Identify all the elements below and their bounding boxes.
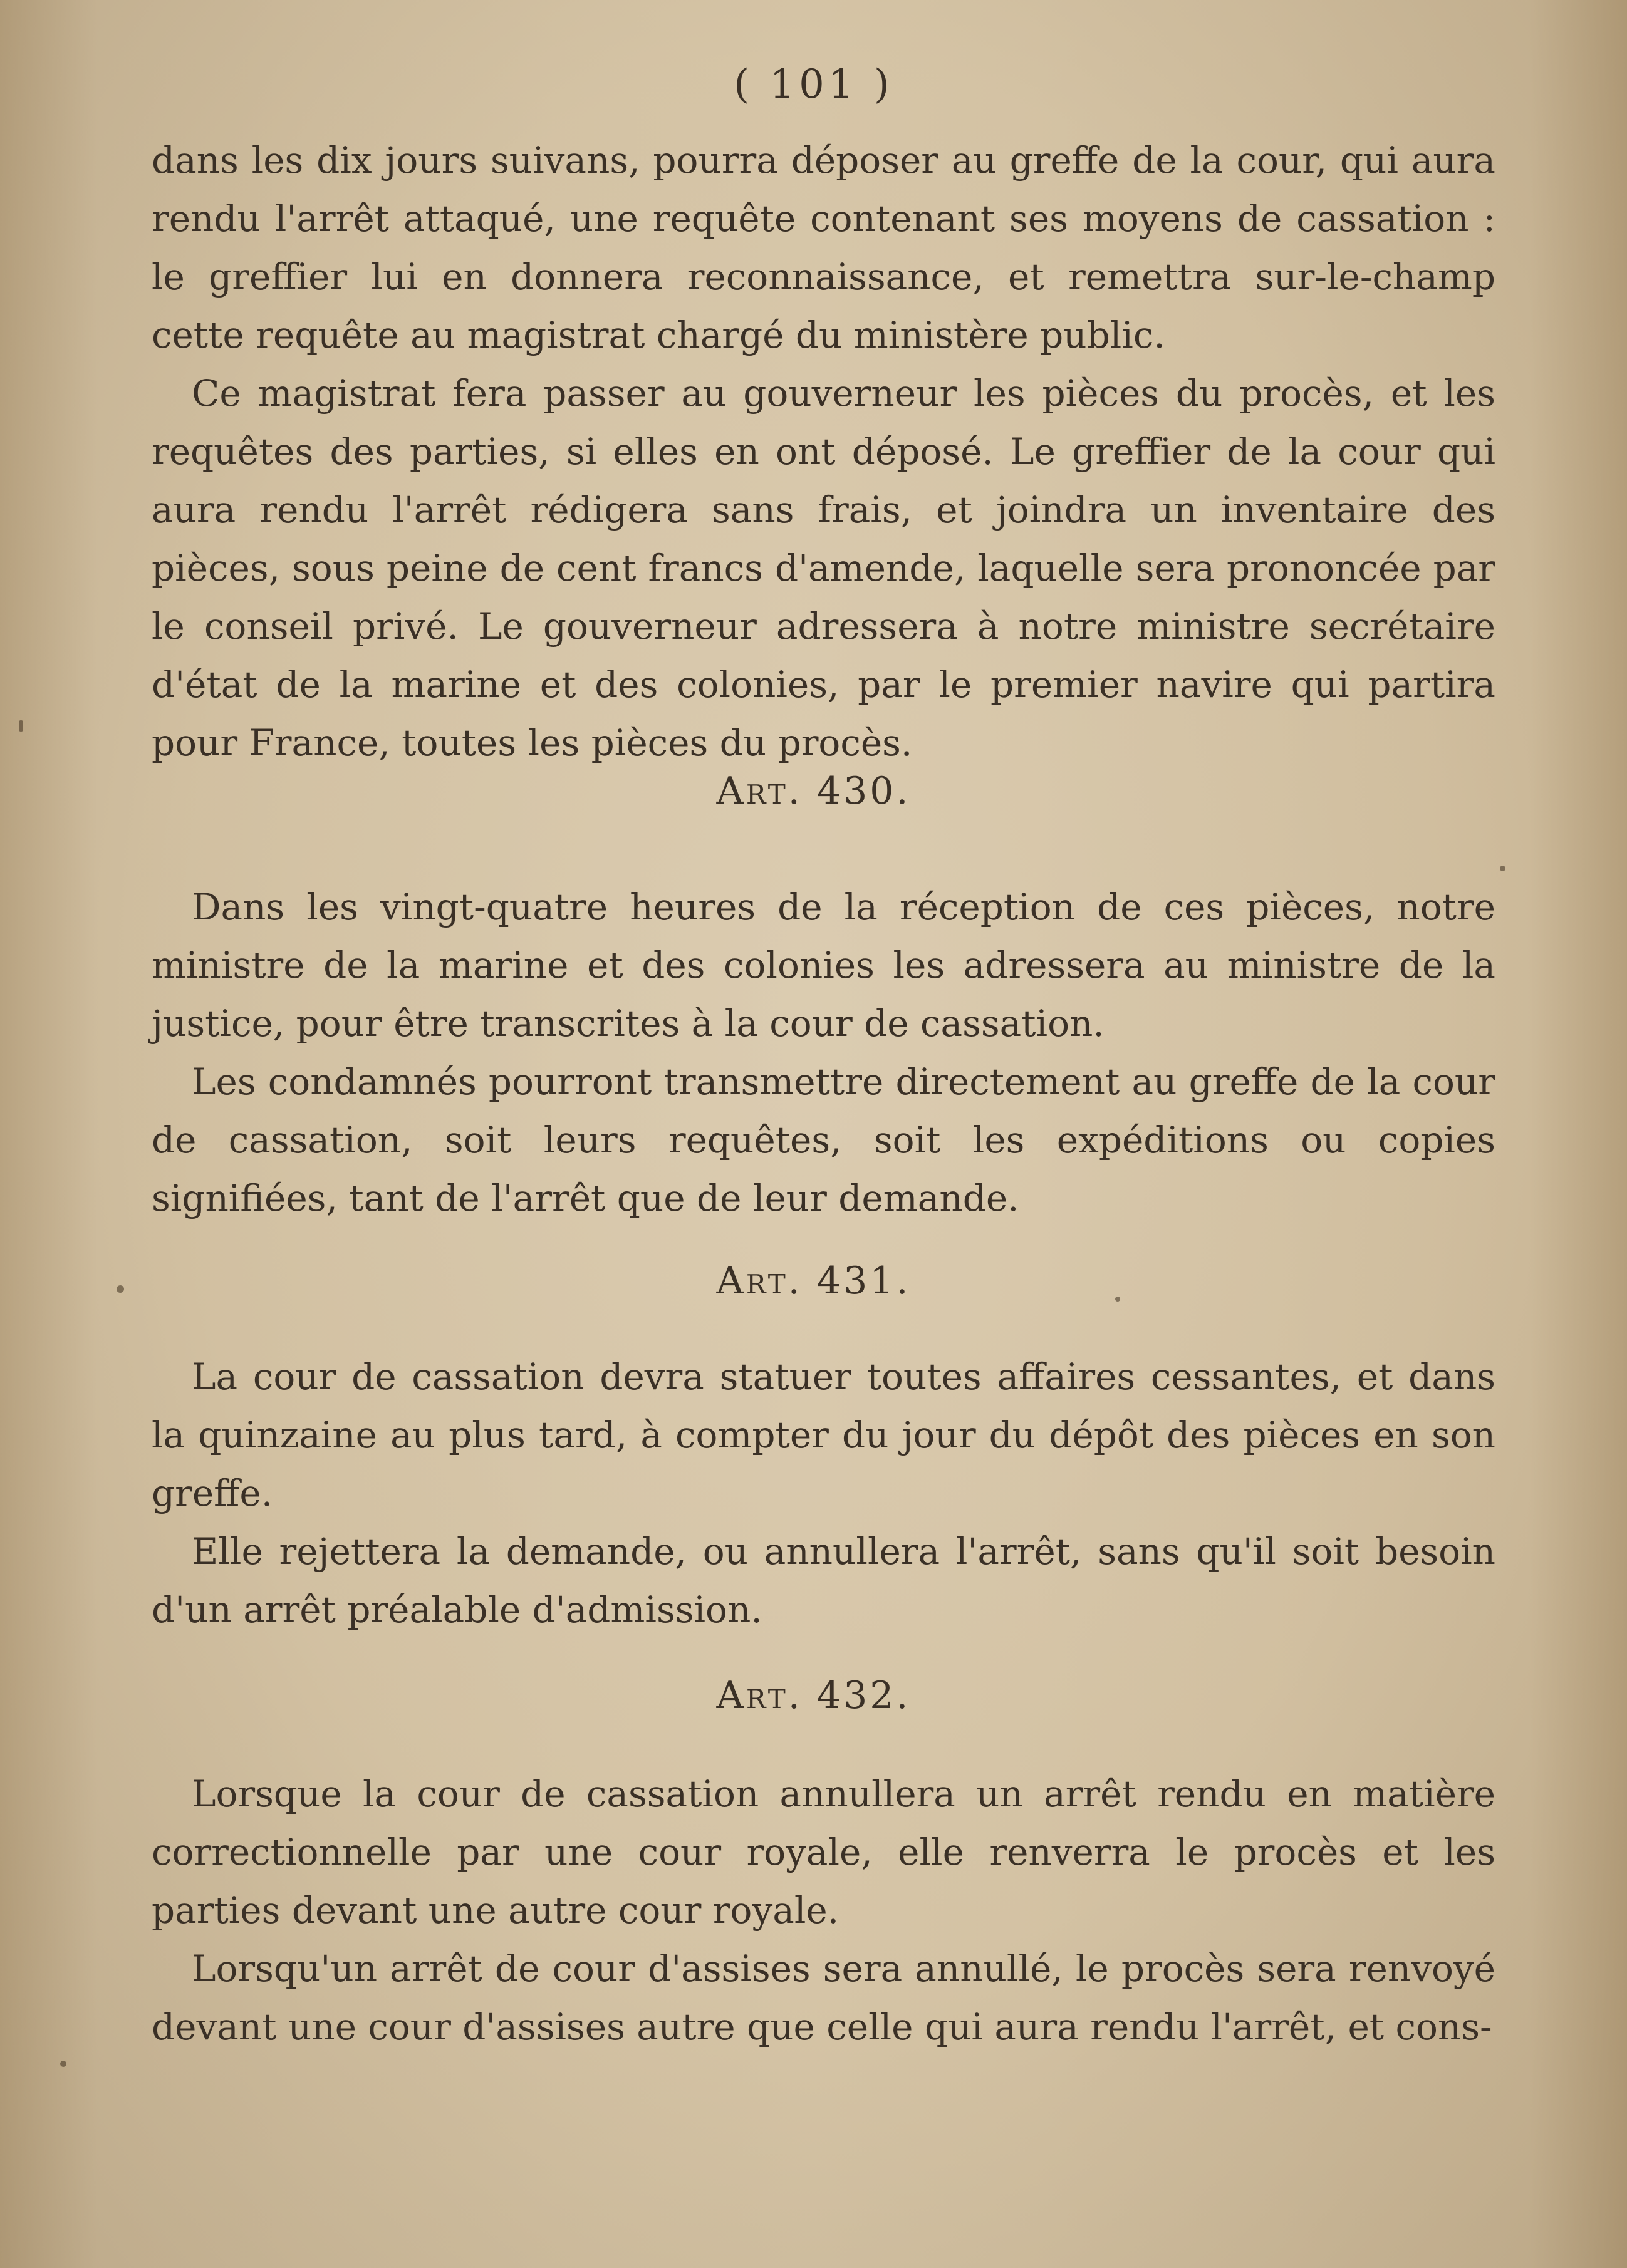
article-431-heading <box>0 1259 1627 1303</box>
paragraph-correctionnelle: Lorsque la cour de cassation annullera un arrêt rendu en matière correctionnelle par une cour royale, elle renverra le procès et les parties devant une autre cour royale. <box>152 1773 1495 1932</box>
paper-speck <box>1500 866 1505 871</box>
paper-speck <box>117 1285 124 1293</box>
article-431-label: Art. 431. <box>716 1259 911 1303</box>
article-430-label: Art. 430. <box>716 769 911 813</box>
paragraph-statuer: La cour de cassation devra statuer toutes affaires cessantes, et dans la quinzaine au plus tard, à compter du jour du dépôt des pièces en son greffe. <box>152 1355 1495 1515</box>
article-432-heading <box>0 1674 1627 1717</box>
text-block-article-432 <box>152 1765 1495 2056</box>
paragraph-rejettera: Elle rejettera la demande, ou annullera l'arrêt, sans qu'il soit besoin d'un arrêt préalable d'admission. <box>152 1530 1495 1631</box>
text-block-article-430 <box>152 878 1495 1228</box>
paragraph-condamnes: Les condamnés pourront transmettre directement au greffe de la cour de cassation, soit leurs requêtes, soit les expéditions ou copies signifiées, tant de l'arrêt que de leur demande. <box>152 1060 1495 1219</box>
paper-speck <box>19 720 23 732</box>
article-430-heading <box>0 769 1627 813</box>
paragraph-assises: Lorsqu'un arrêt de cour d'assises sera annullé, le procès sera renvoyé devant une cour d'assises autre que celle qui aura rendu l'arrêt, et cons- <box>152 1947 1495 2048</box>
text-block-article-431 <box>152 1348 1495 1639</box>
article-432-label: Art. 432. <box>716 1674 911 1717</box>
paper-speck <box>1115 1297 1120 1302</box>
paragraph-continuation: dans les dix jours suivans, pourra déposer au greffe de la cour, qui aura rendu l'arrêt attaqué, une requête contenant ses moyens de cassation : le greffier lui en donnera reconnaissance, et remettra sur-le-champ cette requête au magistrat chargé du ministère public. <box>152 139 1495 356</box>
page-number: ( 101 ) <box>734 61 893 108</box>
text-block-opening <box>152 132 1495 772</box>
paragraph-governor: Ce magistrat fera passer au gouverneur les pièces du procès, et les requêtes des parties, si elles en ont déposé. Le greffier de la cour qui aura rendu l'arrêt rédigera sans frais, et joindra un inventaire des pièces, sous peine de cent francs d'amende, laquelle sera prononcée par le conseil privé. Le gouverneur adressera à notre ministre secrétaire d'état de la marine et des colonies, par le premier navire qui partira pour France, toutes les pièces du procès. <box>152 372 1495 764</box>
paper-speck <box>60 2061 66 2067</box>
paragraph-reception: Dans les vingt-quatre heures de la réception de ces pièces, notre ministre de la marine et des colonies les adressera au ministre de la justice, pour être transcrites à la cour de cassation. <box>152 886 1495 1045</box>
